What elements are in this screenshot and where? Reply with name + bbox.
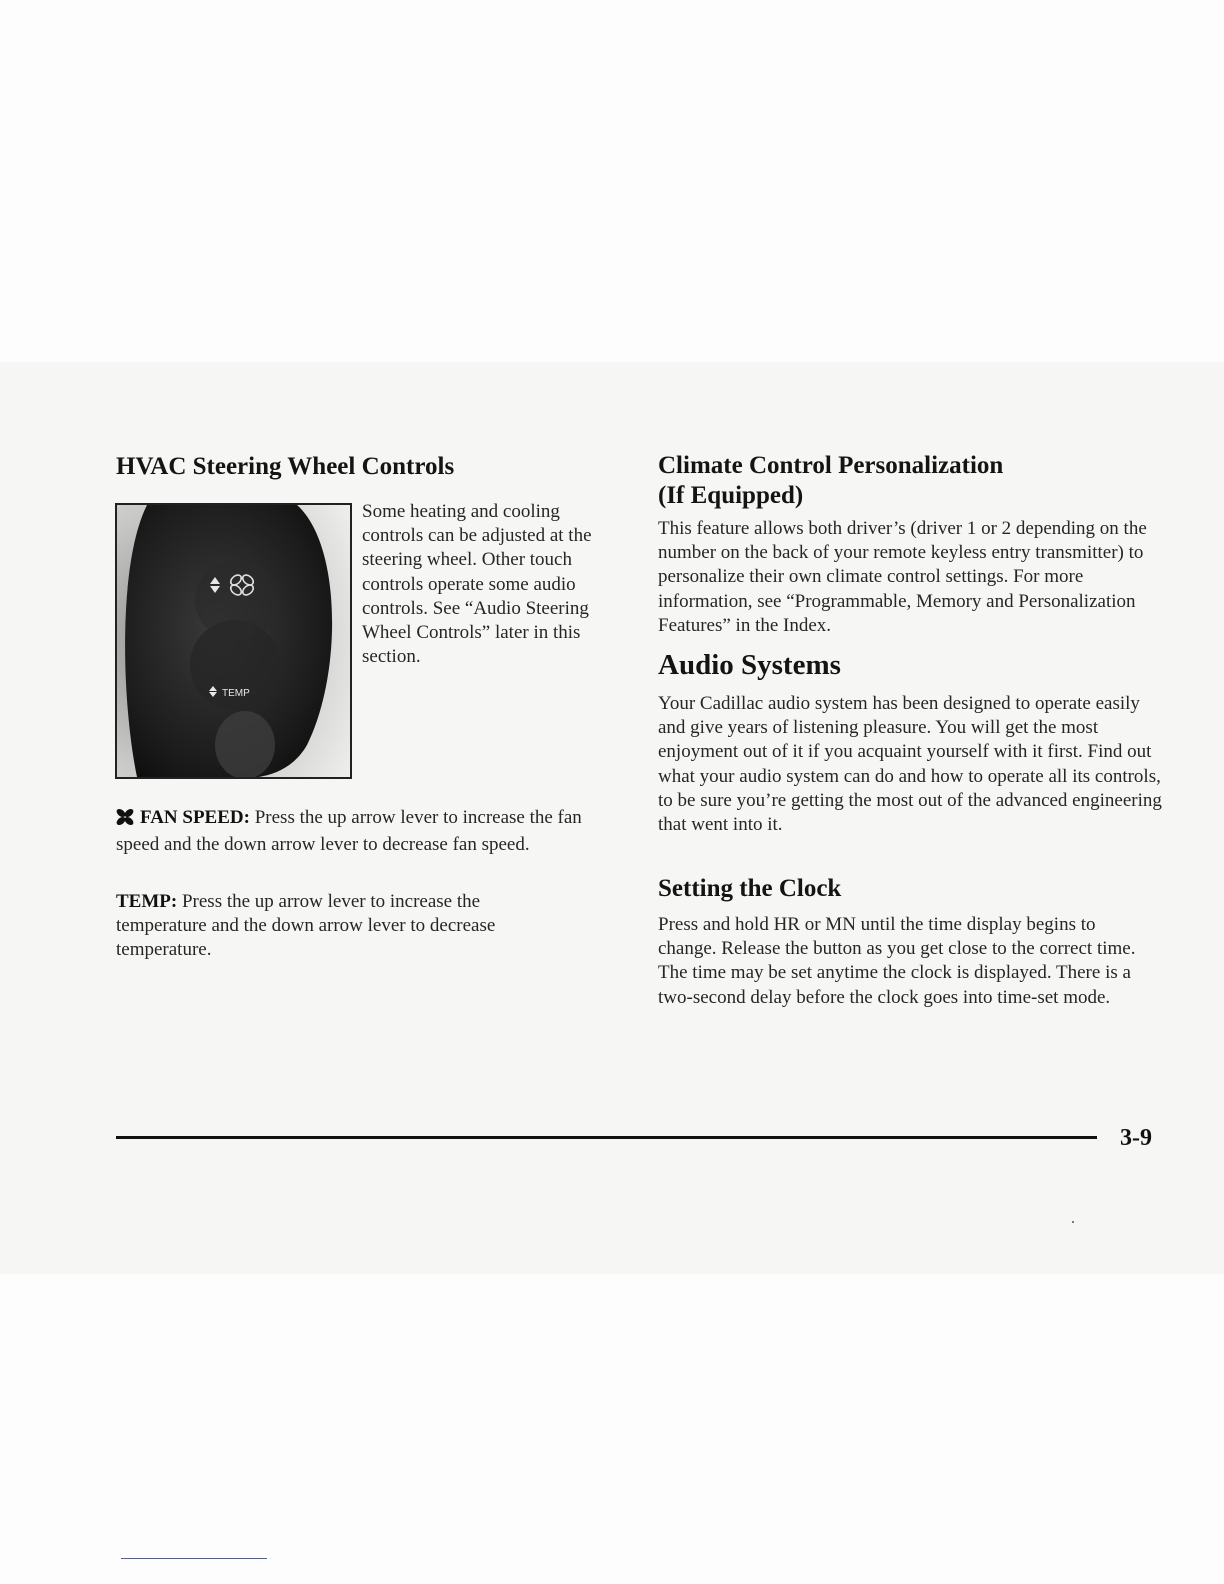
steering-wheel-controls-figure <box>115 503 352 779</box>
clock-text: Press and hold HR or MN until the time display begins to change. Release the button as you get close to the correct time. The time may be set anytime the clock is displayed. There is a two-second delay before the clock goes into time-set mode. <box>658 914 1136 1008</box>
audio-text: Your Cadillac audio system has been designed to operate easily and give years of listening pleasure. You will get the most enjoyment out of it if you acquaint yourself with it first. Find out what your audio system can do and how to operate all its controls, to be sure you’re getting the most out of the advanced engineering that went into it. <box>658 693 1162 836</box>
hvac-intro-text: Some heating and cooling controls can be adjusted at the steering wheel. Other touch controls operate some audio controls. See “Audio Steering Wheel Controls” later in this section. <box>362 501 592 668</box>
hvac-heading: HVAC Steering Wheel Controls <box>116 453 455 480</box>
bottom-link-underline <box>121 1558 267 1559</box>
fan-speed-text: Press the up arrow lever to increase the fan speed and the down arrow lever to decrease fan speed. <box>116 807 582 856</box>
temp-text: Press the up arrow lever to increase the temperature and the down arrow lever to decrease temperature. <box>116 891 496 961</box>
climate-heading-line1: Climate Control Personalization <box>658 452 1004 479</box>
clock-heading: Setting the Clock <box>658 875 842 902</box>
scan-speck <box>1072 1221 1074 1223</box>
fan-speed-paragraph <box>116 806 610 857</box>
climate-text: This feature allows both driver’s (driver 1 or 2 depending on the number on the back of your remote keyless entry transmitter) to personalize their own climate control settings. For more information, see “Programmable, Memory and Personalization Features” in the Index. <box>658 518 1147 636</box>
temp-label-text: TEMP: <box>116 891 178 912</box>
footer-rule <box>116 1136 1097 1139</box>
page-number: 3-9 <box>1120 1125 1152 1151</box>
fan-speed-label: FAN SPEED: <box>140 807 250 828</box>
fan-icon <box>116 808 134 833</box>
temp-paragraph <box>116 890 516 963</box>
climate-heading-line2: (If Equipped) <box>658 482 804 509</box>
temp-label: TEMP <box>222 688 250 699</box>
audio-heading: Audio Systems <box>658 649 841 681</box>
